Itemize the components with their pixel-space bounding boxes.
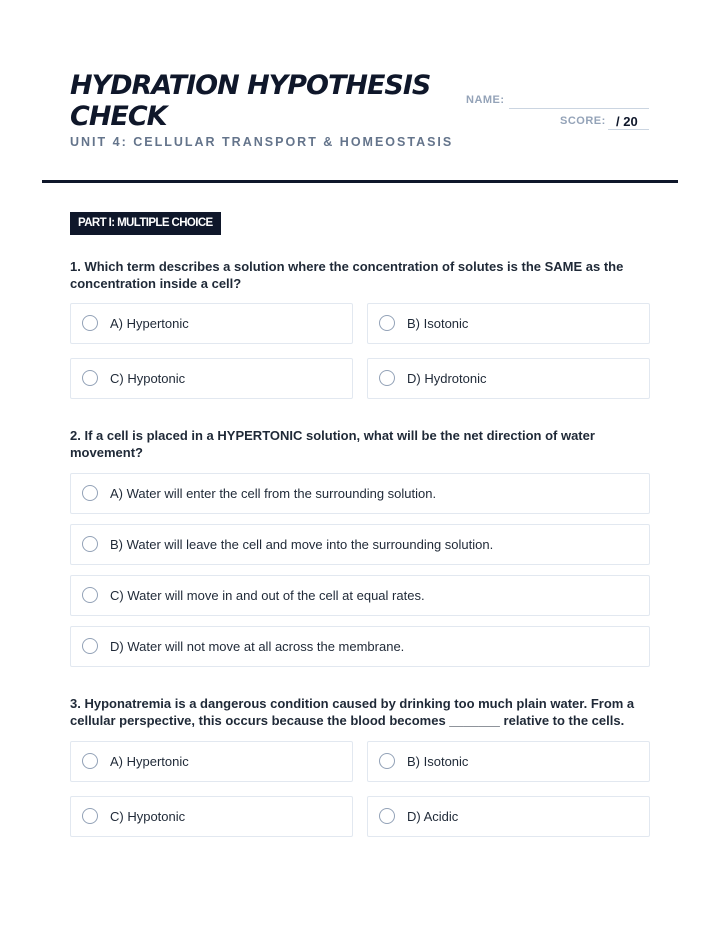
radio-icon[interactable] (82, 485, 98, 501)
radio-icon[interactable] (82, 753, 98, 769)
score-value: / 20 (616, 114, 638, 129)
q1-option-d[interactable] (367, 358, 650, 399)
radio-icon[interactable] (379, 753, 395, 769)
radio-icon[interactable] (379, 370, 395, 386)
radio-icon[interactable] (82, 638, 98, 654)
option-label: A) Water will enter the cell from the surrounding solution. (110, 486, 437, 501)
worksheet-title: HYDRATION HYPOTHESIS CHECK (70, 70, 431, 132)
option-label: C) Water will move in and out of the cell at equal rates. (110, 588, 425, 603)
option-label: B) Isotonic (407, 754, 469, 769)
section-label: PART I: MULTIPLE CHOICE (70, 212, 221, 235)
q1-option-a[interactable] (70, 303, 353, 344)
radio-icon[interactable] (82, 587, 98, 603)
header-divider (42, 180, 678, 183)
radio-icon[interactable] (82, 808, 98, 824)
q2-option-d[interactable] (70, 626, 650, 667)
q3-option-b[interactable] (367, 741, 650, 782)
name-field[interactable] (509, 108, 649, 109)
radio-icon[interactable] (82, 370, 98, 386)
q3-option-a[interactable] (70, 741, 353, 782)
q1-option-c[interactable] (70, 358, 353, 399)
option-label: A) Hypertonic (110, 316, 189, 331)
option-label: B) Water will leave the cell and move into the surrounding solution. (110, 537, 494, 552)
q2-option-a[interactable] (70, 473, 650, 514)
question-2: 2. If a cell is placed in a HYPERTONIC solution, what will be the net direction of water movement? (70, 428, 595, 460)
name-label: NAME: (466, 94, 505, 106)
worksheet-subtitle: UNIT 4: CELLULAR TRANSPORT & HOMEOSTASIS (70, 135, 454, 149)
q2-option-c[interactable] (70, 575, 650, 616)
option-label: D) Water will not move at all across the membrane. (110, 639, 405, 654)
option-label: A) Hypertonic (110, 754, 189, 769)
option-label: D) Hydrotonic (407, 371, 487, 386)
option-label: B) Isotonic (407, 316, 469, 331)
q3-option-c[interactable] (70, 796, 353, 837)
question-3: 3. Hyponatremia is a dangerous condition caused by drinking too much plain water. From a cellular perspective, this occurs because the blood becomes _______ relative to the cells. (70, 696, 635, 728)
question-1: 1. Which term describes a solution where the concentration of solutes is the SAME as the concentration inside a cell? (70, 259, 624, 291)
q1-option-b[interactable] (367, 303, 650, 344)
option-label: D) Acidic (407, 809, 459, 824)
radio-icon[interactable] (82, 536, 98, 552)
radio-icon[interactable] (379, 808, 395, 824)
option-label: C) Hypotonic (110, 371, 186, 386)
radio-icon[interactable] (379, 315, 395, 331)
option-label: C) Hypotonic (110, 809, 186, 824)
q2-option-b[interactable] (70, 524, 650, 565)
score-label: SCORE: (560, 115, 606, 127)
radio-icon[interactable] (82, 315, 98, 331)
q3-option-d[interactable] (367, 796, 650, 837)
